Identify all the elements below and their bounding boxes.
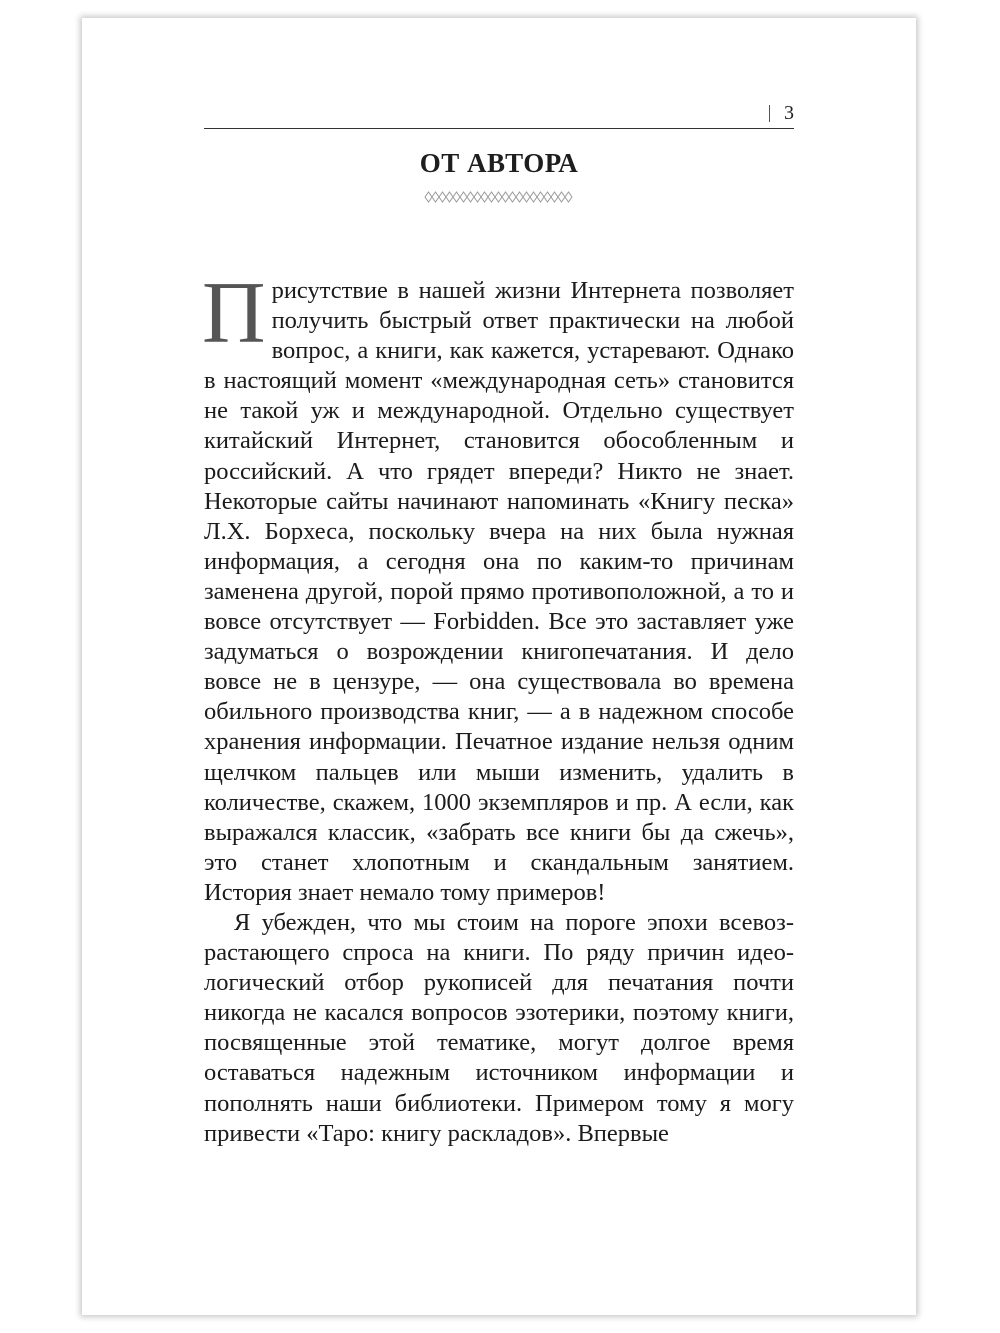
page-number: 3 — [784, 102, 794, 124]
ornament-diamond — [502, 192, 509, 202]
paragraph-2: Я убежден, что мы стоим на пороге эпохи всевозрастающего спроса на книги. По ряду причин идеологический отбор рукописей для печатания почти никогда не касался вопросов эзотерики, поэтому книги, посвященные этой тематике, могут долгое время оставаться надежным источником информации и пополнять наши библиотеки. Примером тому я могу привести «Таро: книгу раскладов». Впервые — [204, 908, 794, 1147]
header-separator — [769, 105, 770, 122]
body-text — [202, 265, 794, 1149]
ornament-diamond — [432, 192, 439, 202]
ornament-diamond — [509, 192, 516, 202]
drop-cap: П — [202, 265, 266, 362]
ornament-diamond — [488, 192, 495, 202]
chapter-title: ОТ АВТОРА — [419, 148, 579, 178]
ornament-diamond — [537, 192, 544, 202]
ornament-diamond — [565, 192, 572, 202]
ornament-diamond — [523, 192, 530, 202]
ornament-diamond — [446, 192, 453, 202]
paragraph-1-text: рисутствие в нашей жизни Интернета позволяет получить быстрый ответ практически на любой вопрос, а книги, как кажется, устаревают. Однако в настоящий момент «международная сеть» становится не такой уж и международной. Отдельно существует китайский Интернет, становится обособленным и российский. А что грядет впереди? Никто не знает. Некоторые сайты начинают напоминать «Книгу песка» Л.Х. Борхеса, поскольку вчера на них была нужная информация, а сегодня она по каким-то причинам заменена другой, порой прямо противоположной, а то и вовсе отсутствует — Forbidden. Все это заставляет уже задуматься о возрождении книгопечатания. И дело вовсе не в цензуре, — она существовала во времена обильного производства книг, — а в надежном способе хранения информации. Печатное издание нельзя одним щелчком пальцев или мыши изменить, удалить в количестве, скажем, 1000 экземпляров и пр. А если, как выражался классик, «забрать все книги бы да сжечь», это станет хлопотным и скандальным занятием. История знает немало тому примеров! — [204, 277, 794, 906]
title-ornament — [422, 190, 577, 204]
ornament-diamond — [467, 192, 474, 202]
running-header — [204, 102, 794, 129]
ornament-diamond — [544, 192, 551, 202]
book-page — [82, 18, 916, 1315]
ornament-diamond — [439, 192, 446, 202]
ornament-diamond — [425, 192, 432, 202]
ornament-diamond — [481, 192, 488, 202]
ornament-diamond — [516, 192, 523, 202]
ornament-diamond — [530, 192, 537, 202]
ornament-diamond — [474, 192, 481, 202]
ornament-diamond — [558, 192, 565, 202]
ornament-diamond — [460, 192, 467, 202]
ornament-diamond — [551, 192, 558, 202]
ornament-diamond — [453, 192, 460, 202]
ornament-diamond — [495, 192, 502, 202]
paragraph-1 — [202, 265, 794, 908]
